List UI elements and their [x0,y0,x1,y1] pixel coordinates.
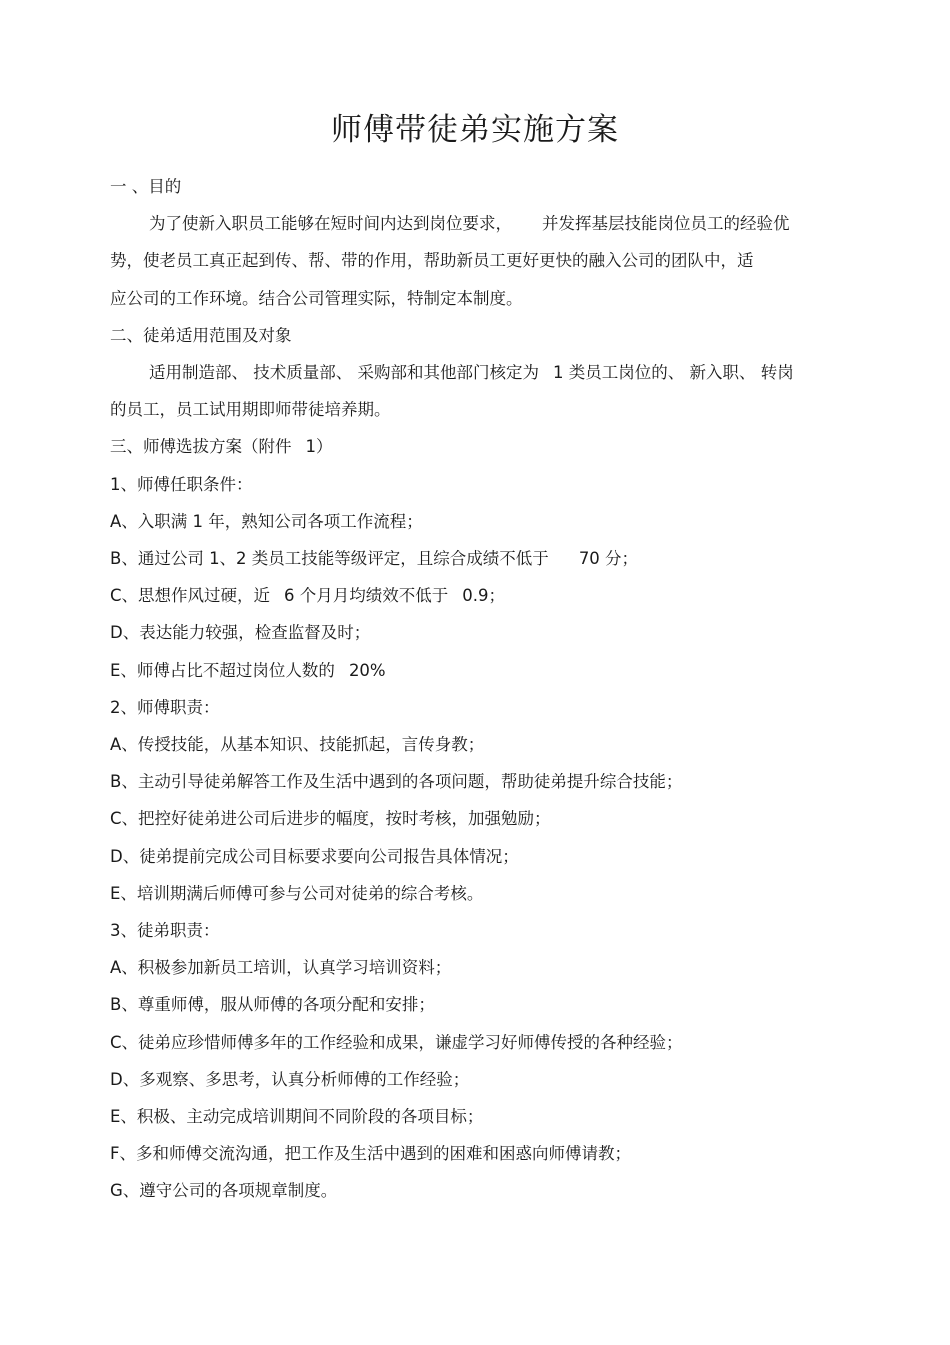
list-item [110,652,850,689]
list-item: A、积极参加新员工培训，认真学习培训资料； [110,958,452,978]
paragraph-line: 的员工，员工试用期即师带徒培养期。 [110,400,391,420]
text-span: 6 个月月均绩效不低于 [284,586,449,606]
text-span: 0.9； [462,586,506,606]
text-span: 1） [305,437,333,457]
list-item: D、多观察、多思考，认真分析师傅的工作经验； [110,1069,470,1089]
paragraph-line [110,354,850,391]
text-span: 1 类员工岗位的、 新入职、 转岗 [553,363,794,383]
list-item: C、把控好徒弟进公司后进步的幅度，按时考核，加强勉励； [110,809,551,829]
list-item: C、徒弟应珍惜师傅多年的工作经验和成果，谦虚学习好师傅传授的各种经验； [110,1032,683,1052]
text-span: E、师傅占比不超过岗位人数的 [110,660,335,680]
text-span: 为了使新入职员工能够在短时间内达到岗位要求， [149,214,512,234]
list-item: B、尊重师傅，服从师傅的各项分配和安排； [110,995,435,1015]
section-heading-selection [110,428,850,465]
list-item [110,540,850,577]
list-item [110,577,850,614]
subheading-apprentice-duties: 3、徒弟职责： [110,921,220,941]
list-item: D、表达能力较强，检查监督及时； [110,623,371,643]
text-span: 70 分； [578,549,639,569]
list-item: A、入职满 1 年，熟知公司各项工作流程； [110,511,423,531]
list-item: G、遵守公司的各项规章制度。 [110,1181,338,1201]
paragraph-line [110,205,850,242]
list-item: F、多和师傅交流沟通，把工作及生活中遇到的困难和困惑向师傅请教； [110,1144,631,1164]
text-span: 并发挥基层技能岗位员工的经验优 [542,214,790,234]
subheading-conditions: 1、师傅任职条件： [110,474,253,494]
text-span: C、思想作风过硬，近 [110,586,271,606]
text-span: 适用制造部、 技术质量部、 采购部和其他部门核定为 [149,363,539,383]
subheading-master-duties: 2、师傅职责： [110,697,220,717]
list-item: E、积极、主动完成培训期间不同阶段的各项目标； [110,1107,484,1127]
document-body [110,168,850,1210]
list-item: B、主动引导徒弟解答工作及生活中遇到的各项问题，帮助徒弟提升综合技能； [110,772,683,792]
list-item: E、培训期满后师傅可参与公司对徒弟的综合考核。 [110,883,484,903]
text-span: 三、师傅选拔方案（附件 [110,437,292,457]
paragraph-line: 应公司的工作环境。结合公司管理实际，特制定本制度。 [110,288,523,308]
text-span: B、通过公司 1、2 类员工技能等级评定，且综合成绩不低于 [110,549,549,569]
list-item: D、徒弟提前完成公司目标要求要向公司报告具体情况； [110,846,519,866]
section-heading-scope: 二、徒弟适用范围及对象 [110,325,292,345]
document-title: 师傅带徒弟实施方案 [331,112,619,148]
list-item: A、传授技能，从基本知识、技能抓起，言传身教； [110,735,485,755]
text-span: 20% [348,660,386,680]
paragraph-line: 势，使老员工真正起到传、帮、带的作用，帮助新员工更好更快的融入公司的团队中，适 [110,251,754,271]
section-heading-purpose: 一 、目的 [110,177,182,196]
